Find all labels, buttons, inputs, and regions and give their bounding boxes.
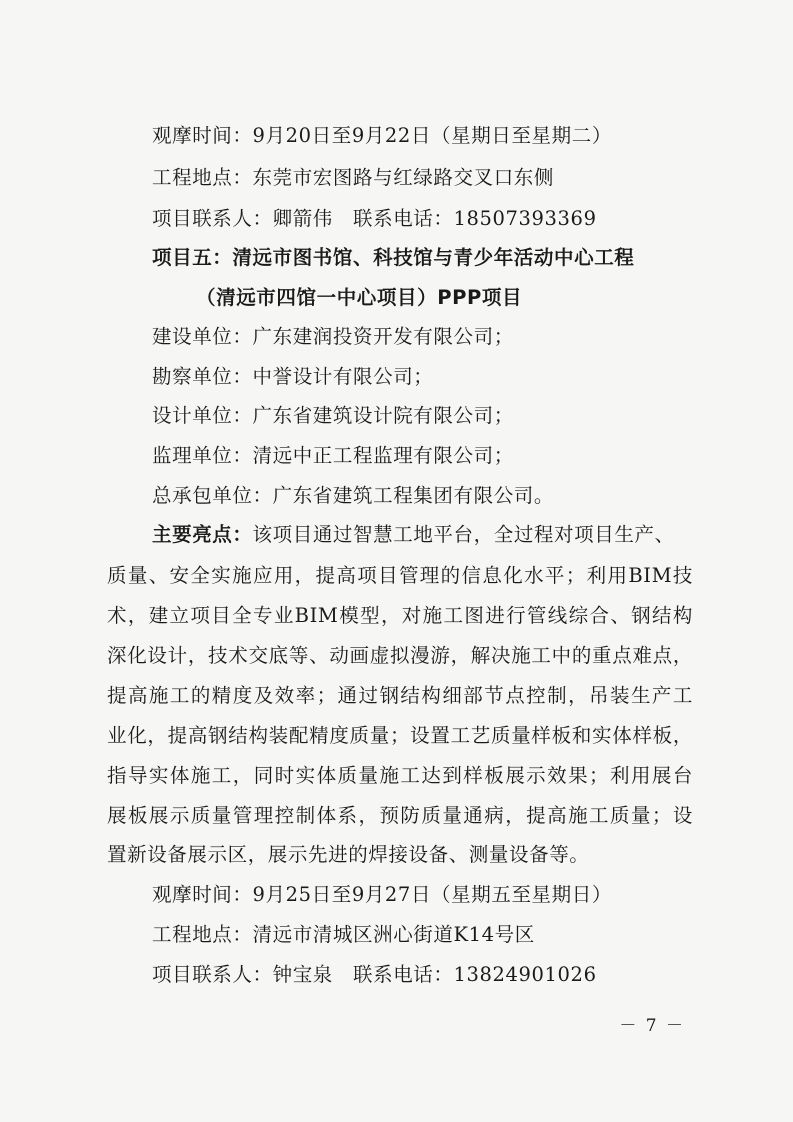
project5-viewing-time: 观摩时间：9月25日至9月27日（星期五至星期日） <box>152 883 612 906</box>
page-number: － 7 － <box>619 1016 685 1036</box>
project5-supervision-unit: 监理单位：清远中正工程监理有限公司； <box>152 444 514 467</box>
project5-contact: 项目联系人：钟宝泉 联系电话：13824901026 <box>152 963 597 986</box>
highlights-first-line <box>152 522 675 548</box>
highlights-line: 质量、安全实施应用，提高项目管理的信息化水平；利用BIM技 <box>107 564 693 587</box>
highlights-line: 提高施工的精度及效率；通过钢结构细部节点控制，吊装生产工 <box>107 684 693 707</box>
project4-location: 工程地点：东莞市宏图路与红绿路交叉口东侧 <box>152 166 555 189</box>
highlights-line: 深化设计，技术交底等、动画虚拟漫游，解决施工中的重点难点， <box>107 644 693 667</box>
project4-contact: 项目联系人：卿箭伟 联系电话：18507393369 <box>152 207 597 230</box>
project5-construction-unit: 建设单位：广东建润投资开发有限公司； <box>152 325 514 348</box>
highlights-line: 置新设备展示区，展示先进的焊接设备、测量设备等。 <box>107 843 590 866</box>
project4-viewing-time: 观摩时间：9月20日至9月22日（星期日至星期二） <box>152 124 612 147</box>
project5-title-line2: （清远市四馆一中心项目）PPP项目 <box>196 286 523 309</box>
project5-design-unit: 设计单位：广东省建筑设计院有限公司； <box>152 404 514 427</box>
project5-general-contractor: 总承包单位：广东省建筑工程集团有限公司。 <box>152 484 555 507</box>
highlights-line: 指导实体施工，同时实体质量施工达到样板展示效果；利用展台 <box>107 764 693 787</box>
highlights-label: 主要亮点： <box>152 523 253 546</box>
highlights-line: 术，建立项目全专业BIM模型，对施工图进行管线综合、钢结构 <box>107 604 693 627</box>
project5-location: 工程地点：清远市清城区洲心街道K14号区 <box>152 923 535 946</box>
highlights-line: 展板展示质量管理控制体系，预防质量通病，提高施工质量；设 <box>107 804 693 827</box>
highlights-line: 业化，提高钢结构装配精度质量；设置工艺质量样板和实体样板， <box>107 724 693 747</box>
project5-survey-unit: 勘察单位：中誉设计有限公司； <box>152 365 434 388</box>
highlights-line: 该项目通过智慧工地平台，全过程对项目生产、 <box>252 523 675 546</box>
project5-title-line1: 项目五：清远市图书馆、科技馆与青少年活动中心工程 <box>152 246 635 269</box>
